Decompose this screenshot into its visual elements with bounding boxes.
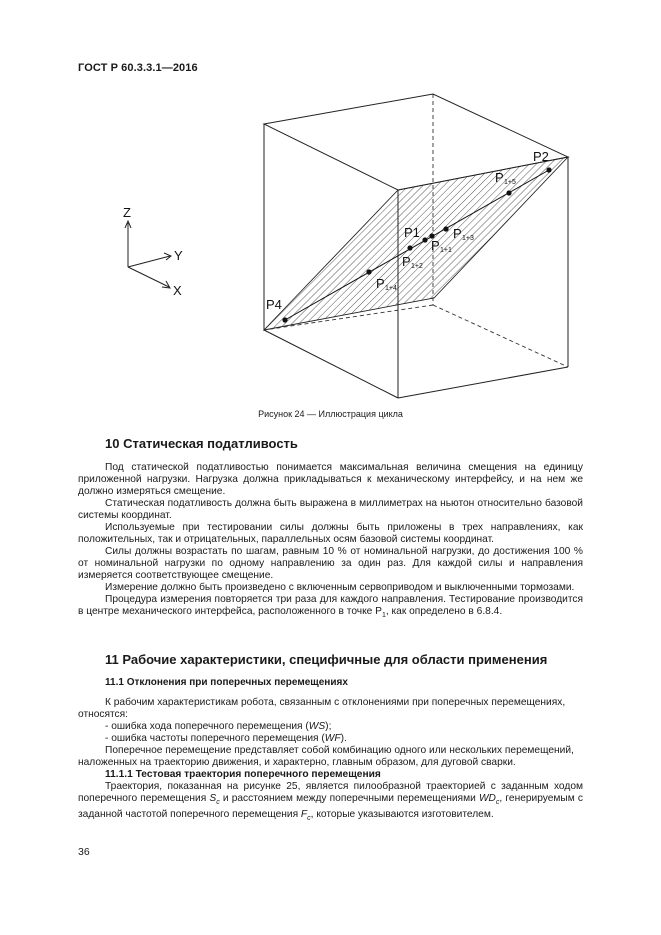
section-11-title: 11 Рабочие характеристики, специфичные для области применения bbox=[105, 652, 548, 667]
section-10-body bbox=[78, 462, 583, 622]
label-sub-1-5: 1+5 bbox=[504, 179, 516, 186]
s11-list-item-wf: - ошибка частоты поперечного перемещения (WF). bbox=[105, 733, 347, 744]
axis-label-z: Z bbox=[123, 205, 131, 220]
hatched-plane bbox=[264, 157, 568, 330]
label-p2: P2 bbox=[533, 149, 549, 164]
axis-label-y: Y bbox=[174, 248, 183, 263]
point-p1-dot bbox=[422, 237, 427, 242]
point-p1-4-dot bbox=[366, 269, 371, 274]
label-sub-1-2: 1+2 bbox=[411, 263, 423, 270]
label-p4: P4 bbox=[266, 297, 282, 312]
point-p1-3-dot bbox=[443, 226, 448, 231]
point-p2-dot bbox=[546, 167, 551, 172]
s11-paragraph-1: К рабочим характеристикам робота, связанным с отклонениями при поперечных перемещениях, относятся: bbox=[78, 697, 566, 720]
label-p1: P1 bbox=[404, 225, 420, 240]
label-p-1-2: P bbox=[402, 254, 411, 269]
axis-label-x: X bbox=[173, 283, 182, 298]
section-10-title: 10 Статическая податливость bbox=[105, 436, 298, 451]
s10-paragraph-4: Силы должны возрастать по шагам, равным 10 % от номинальной нагрузки, до достижения 100 % от номинальной нагрузки по одному направлению за один раз. Для каждой силы и направления измеряется соответствующее смещение. bbox=[78, 546, 583, 581]
s11-list-item-ws: - ошибка хода поперечного перемещения (WS); bbox=[105, 721, 332, 732]
label-p-1-4: P bbox=[376, 276, 385, 291]
s10-paragraph-3: Используемые при тестировании силы должны быть приложены в трех направлениях, как положительных, так и отрицательных, параллельных осям базовой системы координат. bbox=[78, 522, 583, 545]
section-11-1-1-title: 11.1.1 Тестовая траектория поперечного перемещения bbox=[105, 769, 381, 780]
point-p1-2-dot bbox=[407, 245, 412, 250]
figure-caption: Рисунок 24 — Иллюстрация цикла bbox=[258, 409, 403, 419]
section-11-body bbox=[78, 697, 583, 825]
label-p-1-1: P bbox=[431, 238, 440, 253]
label-p-1-5: P bbox=[495, 170, 504, 185]
s11-paragraph-2: Поперечное перемещение представляет собой комбинацию одного или нескольких перемещений, наложенных на траекторию движения, и характерно, главным образом, для дуговой сварки. bbox=[78, 745, 574, 768]
s10-paragraph-2: Статическая податливость должна быть выражена в миллиметрах на ньютон относительно базовой системы координат. bbox=[78, 498, 583, 521]
label-p-1-3: P bbox=[453, 226, 462, 241]
page-number: 36 bbox=[78, 846, 90, 858]
label-sub-1-3: 1+3 bbox=[462, 235, 474, 242]
point-p4-dot bbox=[282, 317, 287, 322]
axes-gizmo bbox=[125, 221, 171, 288]
s10-paragraph-6: Процедура измерения повторяется три раза для каждого направления. Тестирование производится в центре механического интерфейса, расположенного в точке $P_1$, как определено в 6.8.4. bbox=[78, 594, 583, 620]
document-header: ГОСТ Р 60.3.3.1—2016 bbox=[78, 62, 198, 74]
s11-paragraph-3: Траектория, показанная на рисунке 25, является пилообразной траекторией с заданным ходом поперечного перемещения $S_c$ и расстоянием между поперечными перемещениями $WD_c$, генерируемым с заданной частотой поперечного перемещения $F_c$, которые указываются изготовителем. bbox=[78, 781, 583, 823]
s10-paragraph-1: Под статической податливостью понимается максимальная величина смещения на единицу приложенной нагрузки. Нагрузка должна прикладываться к механическому интерфейсу, и на нем же должно измеряться смещение. bbox=[78, 462, 583, 497]
section-11-1-title: 11.1 Отклонения при поперечных перемещениях bbox=[105, 677, 348, 688]
label-sub-1-4: 1+4 bbox=[385, 285, 397, 292]
s10-paragraph-5: Измерение должно быть произведено с включенным сервоприводом и выключенными тормозами. bbox=[105, 582, 575, 593]
label-sub-1-1: 1+1 bbox=[440, 247, 452, 254]
cycle-figure bbox=[0, 0, 661, 420]
point-p1-5-dot bbox=[506, 190, 511, 195]
